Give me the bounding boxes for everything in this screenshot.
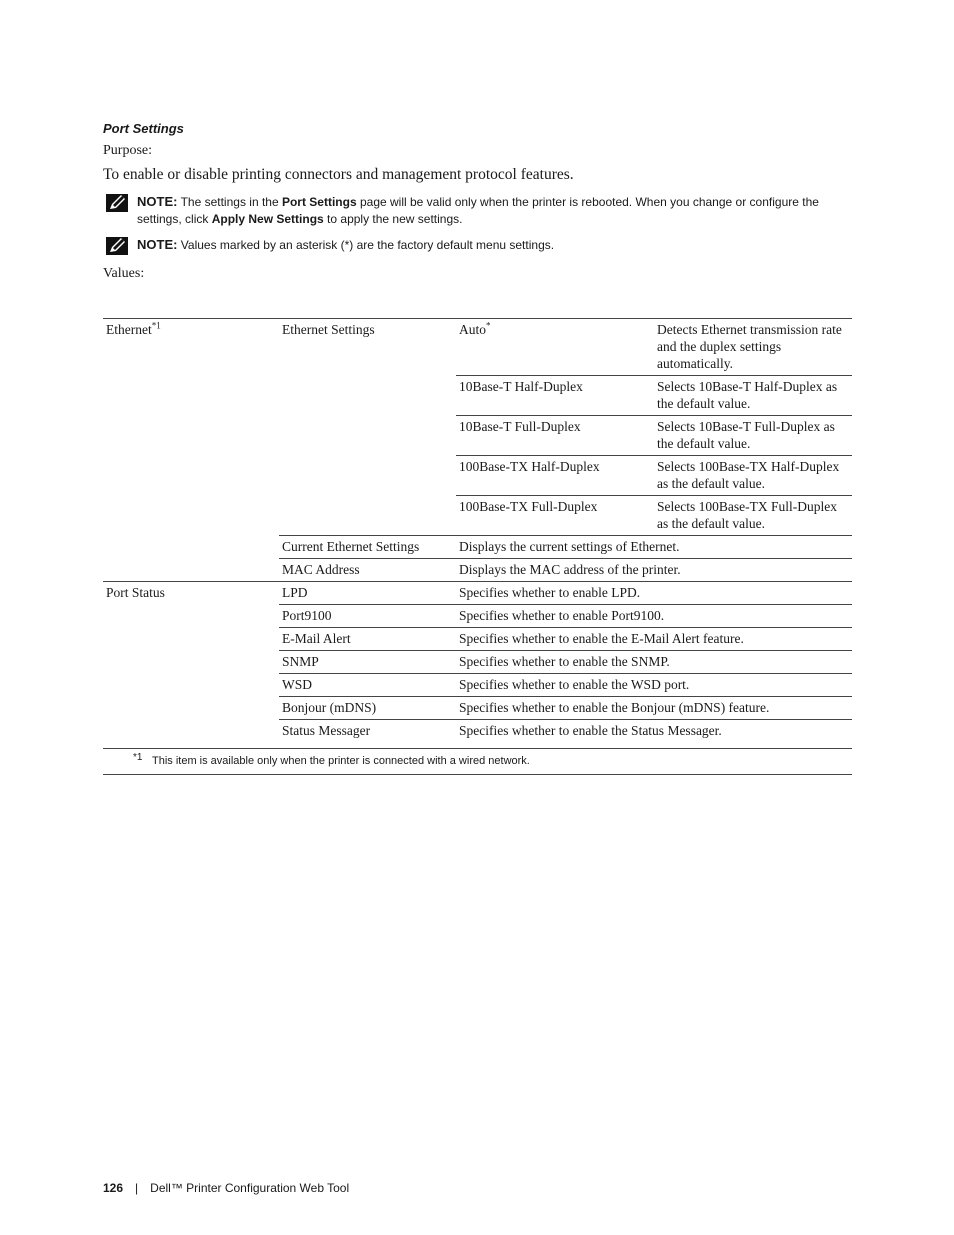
current-ethernet-desc: Displays the current settings of Ethernet. [456,536,852,559]
note-lead: NOTE: [137,194,178,209]
ethernet-label: Ethernet$^{*1}$ [103,319,279,582]
mac-address-desc: Displays the MAC address of the printer. [456,559,852,582]
values-label: Values: [103,266,145,281]
footer-separator: | [135,1181,139,1195]
note-pencil-icon [106,237,128,255]
port-item-name: SNMP [279,651,456,674]
port-item-name: Status Messager [279,720,456,743]
footnote-text: This item is available only when the printer is connected with a wired network. [152,755,530,767]
port-item-desc: Specifies whether to enable Port9100. [456,605,852,628]
note-2 [103,236,853,254]
port-item-desc: Specifies whether to enable the Status Messager. [456,720,852,743]
port-item-name: Port9100 [279,605,456,628]
option-name: Auto* [456,319,654,376]
option-name: 10Base-T Full-Duplex [456,416,654,456]
port-item-name: E-Mail Alert [279,628,456,651]
option-desc: Selects 100Base-TX Full-Duplex as the default value. [654,496,852,536]
purpose-text: To enable or disable printing connectors and management protocol features. [103,166,574,183]
port-item-name: WSD [279,674,456,697]
note-text: Values marked by an asterisk (*) are the factory default menu settings. [177,238,555,252]
page-number: 126 [103,1181,124,1195]
option-name: 10Base-T Half-Duplex [456,376,654,416]
port-item-desc: Specifies whether to enable LPD. [456,582,852,605]
purpose-label: Purpose: [103,143,152,158]
mac-address-label: MAC Address [279,559,456,582]
footnote-mark: *1 [133,752,143,763]
table-row [103,319,852,376]
ethernet-settings-label: Ethernet Settings [279,319,456,536]
note-pencil-icon [106,194,128,212]
option-name: 100Base-TX Half-Duplex [456,456,654,496]
port-item-name: Bonjour (mDNS) [279,697,456,720]
table-row [103,582,852,605]
note-1 [103,193,853,228]
current-ethernet-label: Current Ethernet Settings [279,536,456,559]
option-desc: Selects 10Base-T Half-Duplex as the default value. [654,376,852,416]
table-footnote [103,748,852,775]
option-desc: Detects Ethernet transmission rate and the duplex settings automatically. [654,319,852,376]
option-name: 100Base-TX Full-Duplex [456,496,654,536]
port-status-label: Port Status [103,582,279,743]
page-footer [103,1181,349,1195]
footer-title: Dell™ Printer Configuration Web Tool [150,1181,350,1195]
option-desc: Selects 100Base-TX Half-Duplex as the default value. [654,456,852,496]
note-text: page will be valid only when the printer is rebooted. When you change or configure the settings, click [137,195,819,226]
port-item-desc: Specifies whether to enable the SNMP. [456,651,852,674]
port-item-desc: Specifies whether to enable the E-Mail Alert feature. [456,628,852,651]
note-emphasis: Apply New Settings [211,212,324,226]
port-item-desc: Specifies whether to enable the Bonjour (mDNS) feature. [456,697,852,720]
port-item-desc: Specifies whether to enable the WSD port. [456,674,852,697]
note-emphasis: Port Settings [281,195,357,209]
note-text: to apply the new settings. [323,212,463,226]
option-desc: Selects 10Base-T Full-Duplex as the default value. [654,416,852,456]
note-lead: NOTE: [137,237,178,252]
values-table [103,318,852,742]
section-title: Port Settings [103,121,184,136]
port-item-name: LPD [279,582,456,605]
note-text: The settings in the [177,195,282,209]
